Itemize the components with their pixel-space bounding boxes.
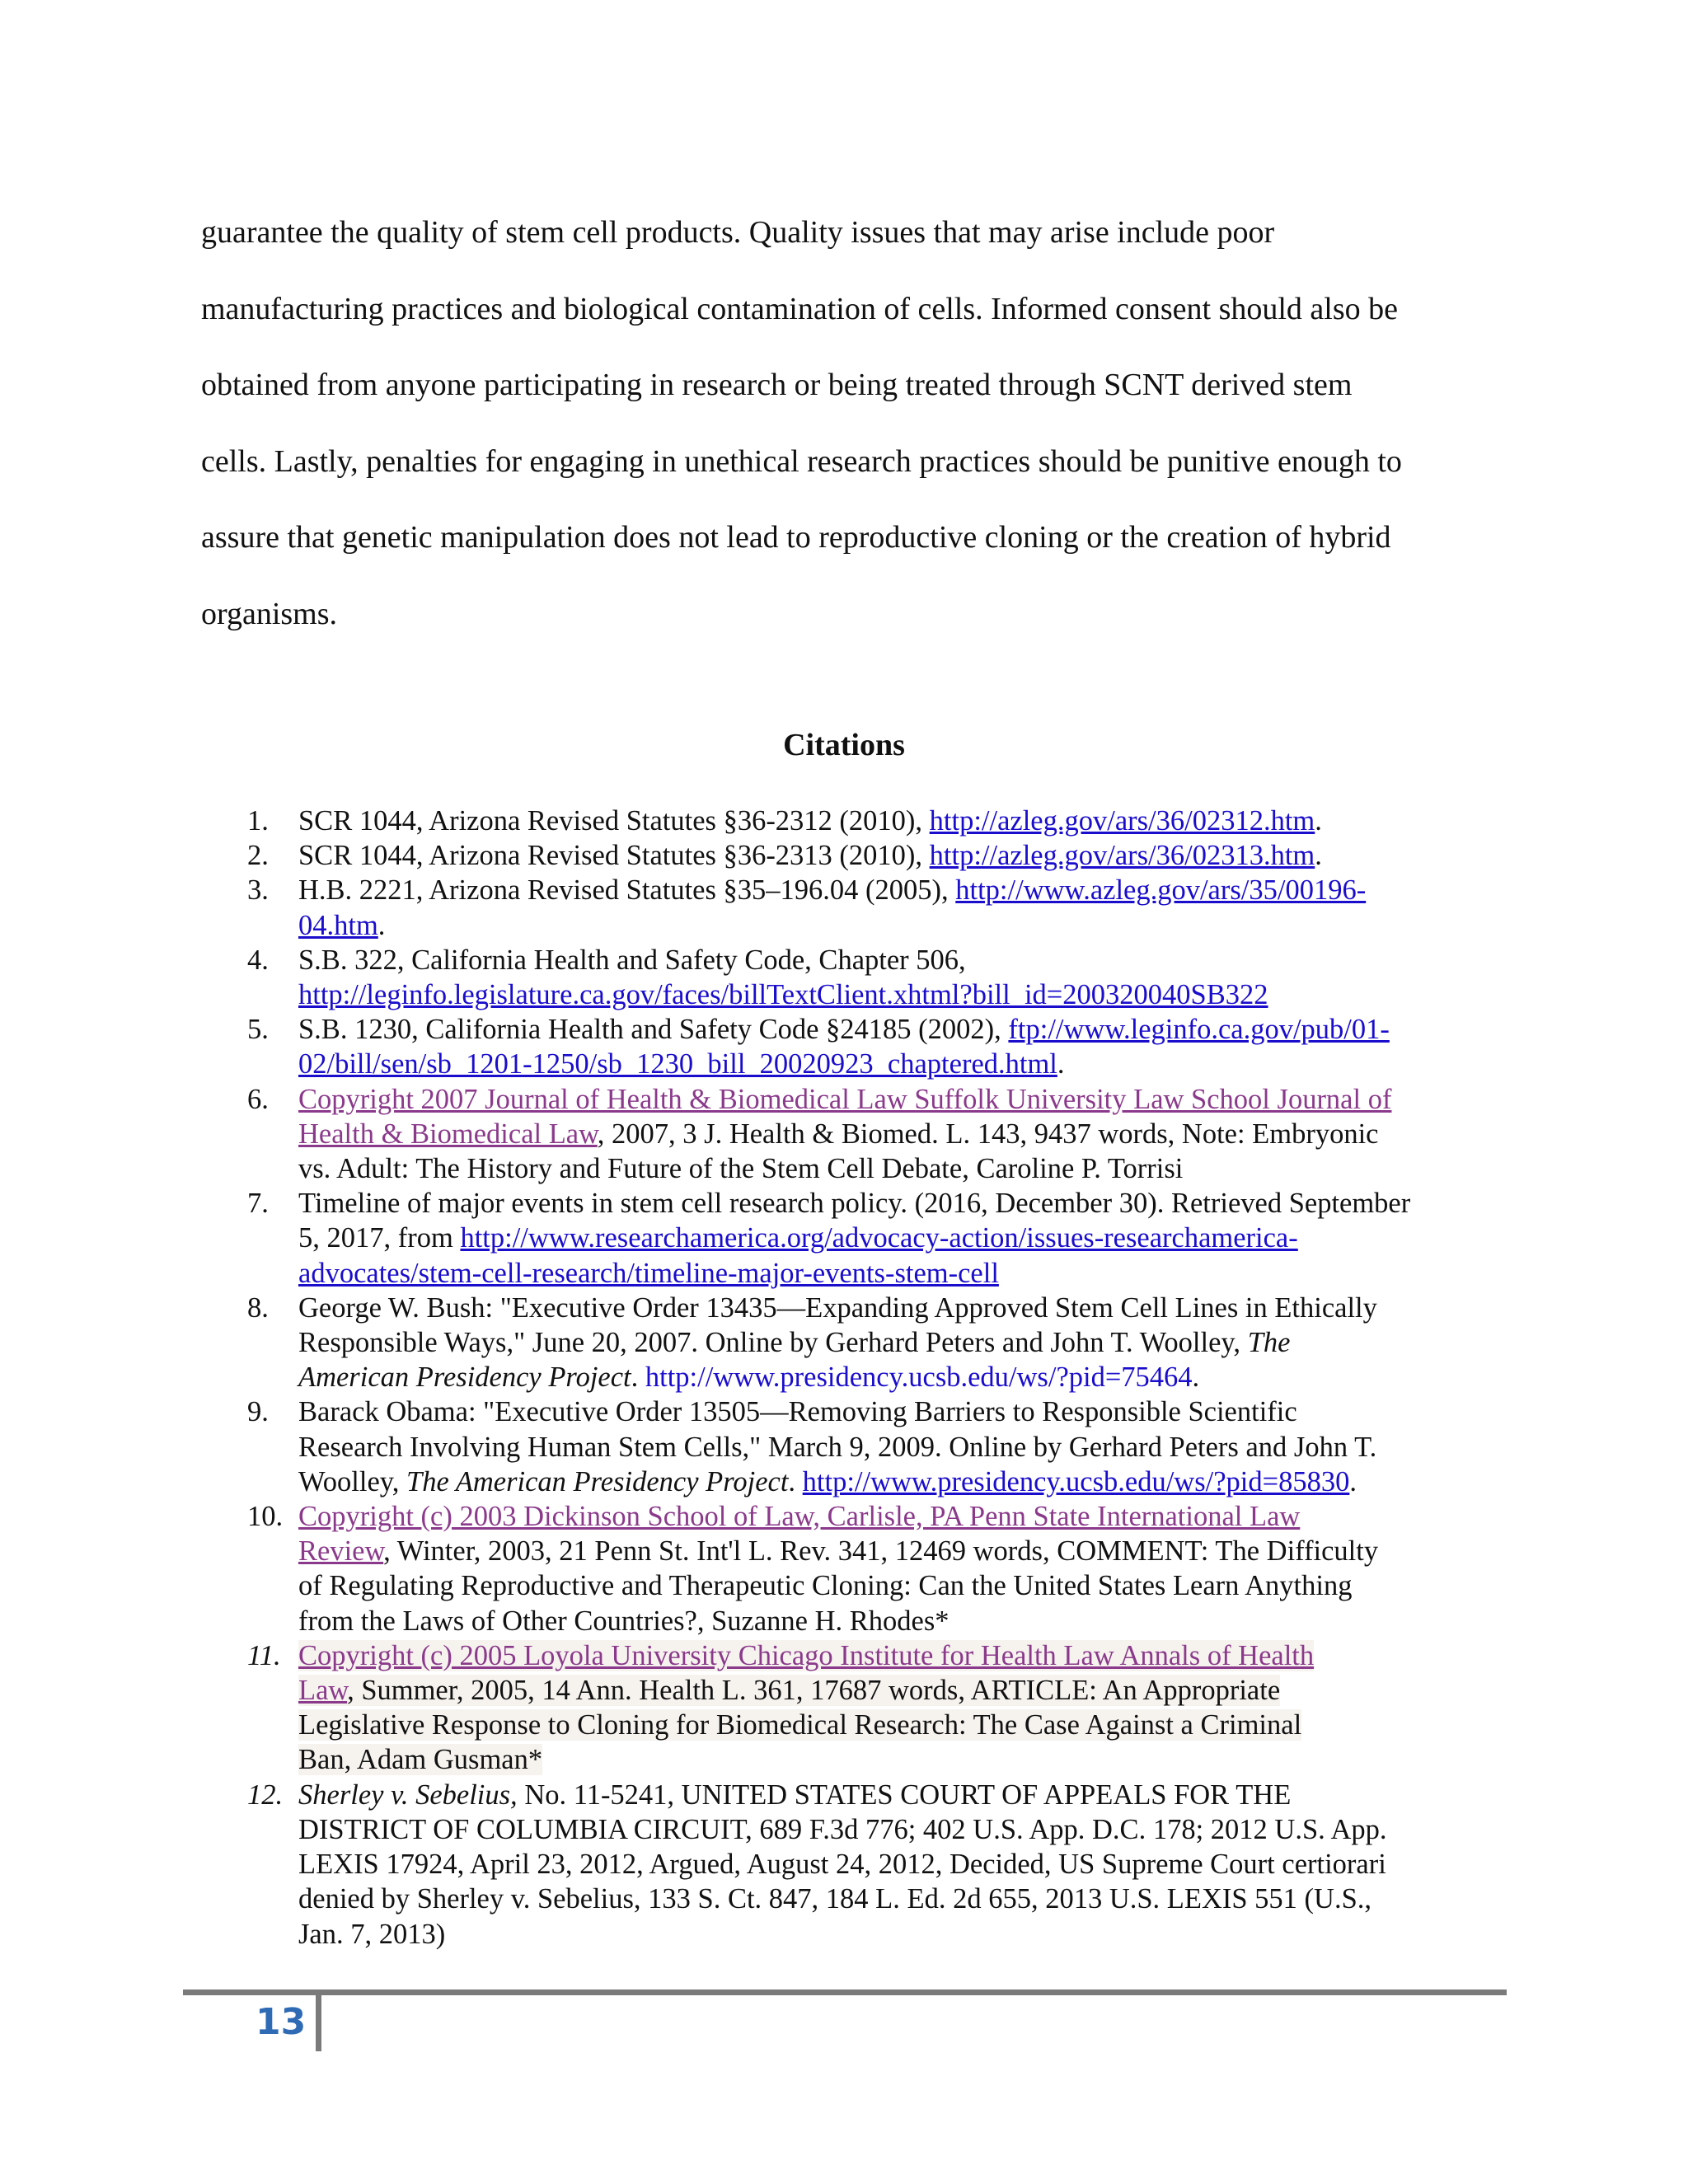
citation-item: [247, 1394, 1500, 1499]
citation-link[interactable]: 02/bill/sen/sb_1201-1250/sb_1230_bill_20020923_chaptered.html: [298, 1048, 1057, 1080]
citations-heading: Citations: [783, 728, 905, 762]
citation-item: [247, 1291, 1500, 1395]
citation-text: .: [631, 1361, 645, 1394]
citation-item: [247, 1082, 1500, 1187]
citation-item: [247, 804, 1500, 838]
citations-list: [247, 804, 1500, 1952]
citation-item: [247, 1638, 1500, 1778]
citation-text: .: [1315, 840, 1322, 872]
citation-link[interactable]: http://leginfo.legislature.ca.gov/faces/billTextClient.xhtml?bill_id=200320040SB322: [298, 979, 1268, 1011]
citation-text: Responsible Ways," June 20, 2007. Online by Gerhard Peters and John T. Woolley,: [298, 1327, 1248, 1359]
citation-number: 11.: [247, 1639, 281, 1671]
body-line: guarantee the quality of stem cell products. Quality issues that may arise include poor: [201, 215, 1275, 250]
citation-text: vs. Adult: The History and Future of the Stem Cell Debate, Caroline P. Torrisi: [298, 1153, 1184, 1185]
citation-text: Research Involving Human Stem Cells," March 9, 2009. Online by Gerhard Peters and John T.: [298, 1431, 1377, 1463]
citation-number: 5.: [247, 1014, 269, 1046]
citation-number: 7.: [247, 1188, 269, 1220]
citation-text: SCR 1044, Arizona Revised Statutes §36-2312 (2010),: [298, 805, 930, 837]
body-line: obtained from anyone participating in research or being treated through SCNT derived stem: [201, 368, 1353, 402]
citation-number: 8.: [247, 1291, 269, 1324]
citation-link[interactable]: http://www.presidency.ucsb.edu/ws/?pid=85830: [802, 1465, 1350, 1497]
citation-link[interactable]: http://www.researchamerica.org/advocacy-action/issues-researchamerica-: [460, 1222, 1298, 1254]
citation-item: [247, 1778, 1500, 1952]
body-line: assure that genetic manipulation does not lead to reproductive cloning or the creation of hybrid: [201, 520, 1391, 555]
citation-text: .: [1057, 1048, 1065, 1080]
citation-text: , Summer, 2005, 14 Ann. Health L. 361, 17687 words, ARTICLE: An Appropriate: [347, 1675, 1281, 1707]
citation-text: DISTRICT OF COLUMBIA CIRCUIT, 689 F.3d 776; 402 U.S. App. D.C. 178; 2012 U.S. App.: [298, 1813, 1387, 1845]
citation-text: S.B. 1230, California Health and Safety Code §24185 (2002),: [298, 1014, 1009, 1046]
citation-number: 4.: [247, 944, 269, 976]
citation-text: SCR 1044, Arizona Revised Statutes §36-2313 (2010),: [298, 840, 930, 872]
citation-link[interactable]: ftp://www.leginfo.ca.gov/pub/01-: [1008, 1014, 1390, 1046]
body-paragraph: [201, 194, 1487, 652]
citation-text: , Winter, 2003, 21 Penn St. Int'l L. Rev. 341, 12469 words, COMMENT: The Difficulty: [383, 1535, 1379, 1568]
citation-number: 3.: [247, 874, 269, 907]
citation-text: Woolley,: [298, 1465, 407, 1497]
citation-number: 9.: [247, 1396, 269, 1428]
citation-item: [247, 943, 1500, 1012]
citation-link[interactable]: http://azleg.gov/ars/36/02313.htm: [929, 840, 1315, 872]
citation-text: .: [377, 909, 386, 941]
citation-italic-text: American Presidency Project: [298, 1361, 631, 1394]
citation-text: H.B. 2221, Arizona Revised Statutes §35–196.04 (2005),: [298, 874, 956, 907]
citation-italic-text: The: [1247, 1327, 1291, 1359]
citation-text: from the Laws of Other Countries?, Suzanne H. Rhodes*: [298, 1605, 950, 1637]
citation-number: 12.: [247, 1779, 284, 1811]
citation-text: Timeline of major events in stem cell research policy. (2016, December 30). Retrieved September: [298, 1188, 1411, 1220]
citation-link[interactable]: Review: [298, 1535, 384, 1568]
citation-text: S.B. 322, California Health and Safety Code, Chapter 506,: [298, 944, 966, 976]
citation-link[interactable]: http://www.azleg.gov/ars/35/00196-: [955, 874, 1367, 907]
citation-text: .: [788, 1465, 803, 1497]
citation-link[interactable]: advocates/stem-cell-research/timeline-major-events-stem-cell: [298, 1257, 999, 1289]
citation-link[interactable]: Copyright (c) 2003 Dickinson School of Law, Carlisle, PA Penn State International Law: [298, 1501, 1301, 1533]
footer-vertical-rule: [316, 1995, 321, 2051]
citation-item: [247, 873, 1500, 942]
citation-link[interactable]: Copyright (c) 2005 Loyola University Chicago Institute for Health Law Annals of Health: [298, 1639, 1315, 1671]
citation-text: Barack Obama: "Executive Order 13505—Removing Barriers to Responsible Scientific: [298, 1396, 1297, 1428]
citation-text: 5, 2017, from: [298, 1222, 461, 1254]
body-line: organisms.: [201, 596, 338, 631]
citation-text: of Regulating Reproductive and Therapeutic Cloning: Can the United States Learn Anything: [298, 1570, 1353, 1602]
citation-text: .: [1192, 1361, 1200, 1394]
citation-item: [247, 1186, 1500, 1291]
citation-item: [247, 838, 1500, 873]
citation-text: Ban, Adam Gusman*: [298, 1744, 543, 1776]
citation-text: LEXIS 17924, April 23, 2012, Argued, August 24, 2012, Decided, US Supreme Court certiorari: [298, 1849, 1386, 1881]
page-number: 13: [256, 2001, 307, 2043]
citation-italic-text: The American Presidency Project: [406, 1465, 789, 1497]
citation-link[interactable]: Law: [298, 1675, 348, 1707]
citation-number: 1.: [247, 805, 269, 837]
citation-link[interactable]: http://www.presidency.ucsb.edu/ws/?pid=75464: [645, 1361, 1193, 1394]
body-line: manufacturing practices and biological contamination of cells. Informed consent should also be: [201, 291, 1398, 326]
citation-link[interactable]: Copyright 2007 Journal of Health & Biomedical Law Suffolk University Law School Journal of: [298, 1083, 1392, 1115]
citation-text: .: [1315, 805, 1322, 837]
citation-number: 2.: [247, 840, 269, 872]
citation-text: Jan. 7, 2013): [298, 1918, 446, 1950]
citation-text: .: [1349, 1465, 1357, 1497]
citation-item: [247, 1012, 1500, 1081]
citation-text: denied by Sherley v. Sebelius, 133 S. Ct. 847, 184 L. Ed. 2d 655, 2013 U.S. LEXIS 551 (U.S.,: [298, 1883, 1372, 1915]
citation-number: 6.: [247, 1083, 269, 1115]
citation-link[interactable]: 04.htm: [298, 909, 378, 941]
citation-item: [247, 1499, 1500, 1638]
citation-link[interactable]: Health & Biomedical Law: [298, 1118, 598, 1150]
body-line: cells. Lastly, penalties for engaging in unethical research practices should be punitive enough to: [201, 443, 1402, 479]
citation-text: Legislative Response to Cloning for Biomedical Research: The Case Against a Criminal: [298, 1709, 1302, 1741]
citation-text: , 2007, 3 J. Health & Biomed. L. 143, 9437 words, Note: Embryonic: [597, 1118, 1379, 1150]
citation-text: No. 11-5241, UNITED STATES COURT OF APPEALS FOR THE: [517, 1779, 1292, 1811]
citation-italic-text: Sherley v. Sebelius,: [298, 1779, 518, 1811]
citation-link[interactable]: http://azleg.gov/ars/36/02312.htm: [929, 805, 1315, 837]
citation-text: George W. Bush: "Executive Order 13435—Expanding Approved Stem Cell Lines in Ethically: [298, 1291, 1377, 1324]
footer-horizontal-rule: [183, 1990, 1507, 1995]
citation-number: 10.: [247, 1501, 284, 1533]
